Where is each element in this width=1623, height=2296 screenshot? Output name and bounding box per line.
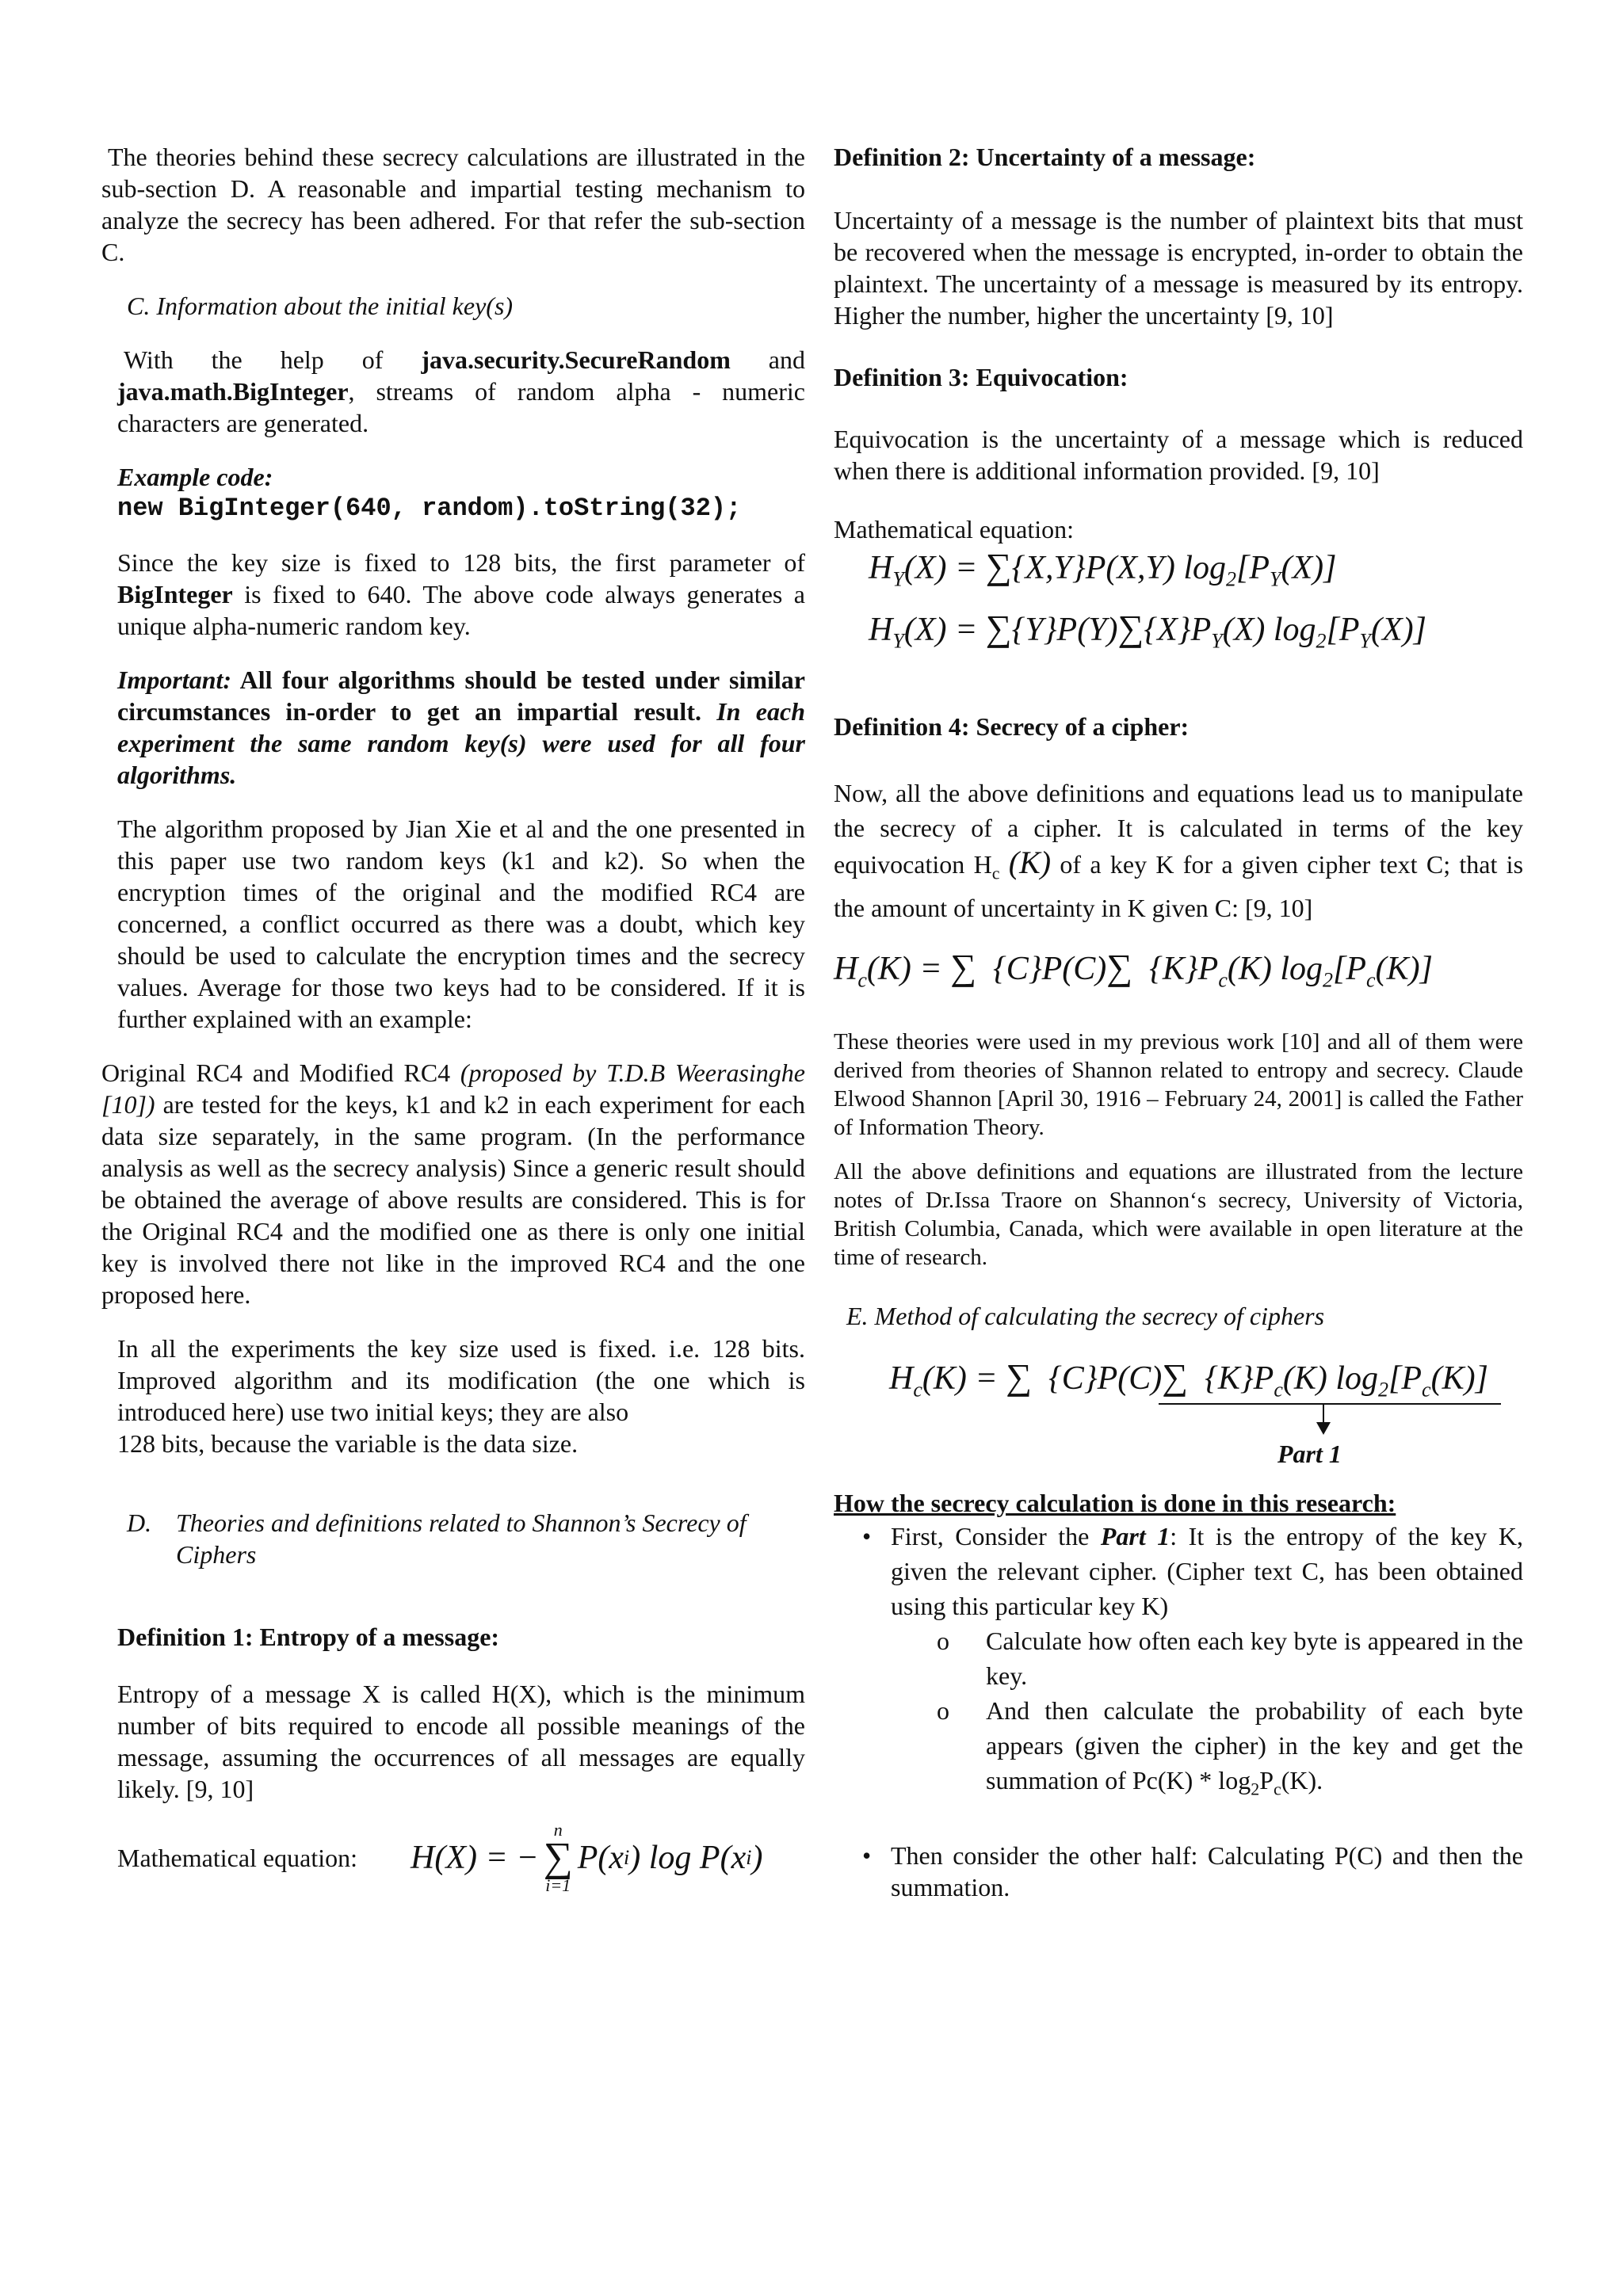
example-code-block: [101, 461, 805, 524]
math-label-right: Mathematical equation:: [834, 515, 1074, 543]
list-item: o Calculate how often each key byte is appeared in the key.: [937, 1623, 1523, 1693]
section-e-heading: E. Method of calculating the secrecy of ciphers: [846, 1301, 1325, 1330]
bullet-icon: •: [862, 1840, 872, 1870]
rc4-comparison-paragraph: Original RC4 and Modified RC4 (proposed by T.D.B Weerasinghe [10]) are tested for the keys, k1 and k2 in each experiment for each data size separately, in the same program. (In the performance analysis as well as the secrecy analysis) Since a generic result should be obtained the average of above results are considered. This is for the Original RC4 and the modified one as there is only one initial key is involved there not like in the improved RC4 and the one proposed here.: [101, 1058, 806, 1309]
lecture-notes-paragraph: All the above definitions and equations are illustrated from the lecture notes of Dr.Issa Traore on Shannon‘s secrecy, University of Victoria, British Columbia, Canada, which were available in open literature at the time of research.: [834, 1158, 1523, 1270]
definition-3-text: Equivocation is the uncertainty of a message which is reduced when there is additional information provided. [9, 10]: [834, 425, 1523, 485]
summation-symbol: n ∑ i=1: [543, 1820, 573, 1895]
sub-bullet-icon: o: [937, 1626, 949, 1655]
secure-random-paragraph: With the help of java.security.SecureRandom and java.math.BigInteger, streams of random alpha - numeric characters are generated.: [117, 345, 805, 437]
theories-paragraph: These theories were used in my previous work [10] and all of them were derived from theories of Shannon related to entropy and secrecy. Claude Elwood Shannon [April 30, 1916 – February 24, 2001] is called the Father of Information Theory.: [834, 1028, 1523, 1140]
right-column: [834, 141, 1523, 1903]
entropy-equation: Mathematical equation: H(X) = − n ∑ i=1 P(x i ) log P(x i ): [117, 1820, 763, 1895]
equivocation-equation-2: $H_Y(X) = \sum\{Y\}P(Y)\sum\{X\}P_Y(X)$ $\log_2[P_Y(X)]$: [869, 608, 1426, 653]
definition-2-text: Uncertainty of a message is the number of plaintext bits that must be recovered when the message is encrypted, in-order to obtain the plaintext. The uncertainty of a message is measured by its entropy. Higher the number, higher the uncertainty [9, 10]: [834, 206, 1523, 330]
part1-arrow: [1323, 1405, 1324, 1424]
equivocation-equations: [834, 545, 1523, 663]
example-code-line: new BigInteger(640, random).toString(32);: [117, 494, 742, 523]
bullet-icon: •: [862, 1521, 872, 1550]
left-column: [101, 141, 805, 1894]
list-item: o And then calculate the probability of each byte appears (given the cipher) in the key and get the summation of $Pc(K) * \log_2P_c(K)$.: [937, 1693, 1523, 1806]
example-code-label: Example code:: [117, 463, 273, 491]
important-note: Important: All four algorithms should be tested under similar circumstances in-order to get an impartial result. In each experiment the same random key(s) were used for all four algorithms.: [117, 666, 806, 789]
key-size-fixed-paragraph: In all the experiments the key size used is fixed. i.e. 128 bits. Improved algorithm and its modification (the one which is introduced here) use two initial keys; they are also 128 bits, because the variable is the data size.: [117, 1334, 805, 1458]
bullet-list: [834, 1519, 1523, 1903]
definition-3-title: Definition 3: Equivocation:: [834, 363, 1128, 391]
part1-underline: [1159, 1403, 1501, 1405]
method-equation: [834, 1356, 1523, 1474]
equivocation-equation-1: $H_Y(X) = \sum\{X,Y\}P(X,Y)$ $\log_2[P_Y(X)]$: [869, 546, 1337, 591]
definition-4-title: Definition 4: Secrecy of a cipher:: [834, 711, 1190, 741]
section-c-heading: C. Information about the initial key(s): [127, 292, 514, 320]
definition-2-title: Definition 2: Uncertainty of a message:: [834, 143, 1256, 171]
two-keys-paragraph: The algorithm proposed by Jian Xie et al and the one presented in this paper use two random keys (k1 and k2). So when the encryption times of the original and the modified RC4 are concerned, a conflict occurred as there was a doubt, which key should be used to calculate the encryption times and the secrecy values. Average for those two keys had to be considered. If it is further explained with an example:: [117, 814, 805, 1033]
list-item: • First, Consider the Part 1: It is the entropy of the key K, given the relevant cipher. (Cipher text C, has been obtained using this particular key K): [834, 1519, 1523, 1623]
math-label: Mathematical equation:: [117, 1844, 357, 1872]
definition-4-text: Now, all the above definitions and equations lead us to manipulate the secrecy of a cipher. It is calculated in terms of the key equivocation $H_c$ (K) of a key K for a given cipher text C; that is the amount of uncertainty in K given C: [9, 10]: [834, 778, 1524, 923]
secrecy-equation: $H_c(K)$ = ∑ {C}P(C)∑ $\{K\}P_c(K)$ $\log_2[P_c(K)]$: [834, 947, 1433, 992]
intro-paragraph: The theories behind these secrecy calculations are illustrated in the sub-section D. A reasonable and impartial testing mechanism to analyze the secrecy has been adhered. For that refer the sub-section C.: [101, 143, 805, 266]
list-item: • Then consider the other half: Calculating P(C) and then the summation.: [834, 1840, 1523, 1903]
definition-1-text: Entropy of a message X is called H(X), which is the minimum number of bits required to encode all possible meanings of the message, assuming the occurrences of all messages are equally likely. [9, 10]: [117, 1680, 805, 1803]
definition-1-title: Definition 1: Entropy of a message:: [117, 1623, 500, 1651]
key-size-paragraph: Since the key size is fixed to 128 bits, the first parameter of BigInteger is fixed to 640. The above code always generates a unique alpha-numeric random key.: [117, 548, 805, 640]
part1-label: Part 1: [1277, 1439, 1342, 1468]
how-secrecy-heading: How the secrecy calculation is done in this research:: [834, 1488, 1396, 1517]
sub-bullet-icon: o: [937, 1695, 949, 1725]
section-d-heading: D. Theories and definitions related to Shannon’s Secrecy of Ciphers: [127, 1508, 747, 1569]
method-equation-formula: $H_c(K)$ = ∑ {C}P(C)∑ $\{K\}P_c(K)$ $\log_2[P_c(K)]$: [889, 1356, 1488, 1401]
arrow-head-icon: [1316, 1422, 1331, 1435]
